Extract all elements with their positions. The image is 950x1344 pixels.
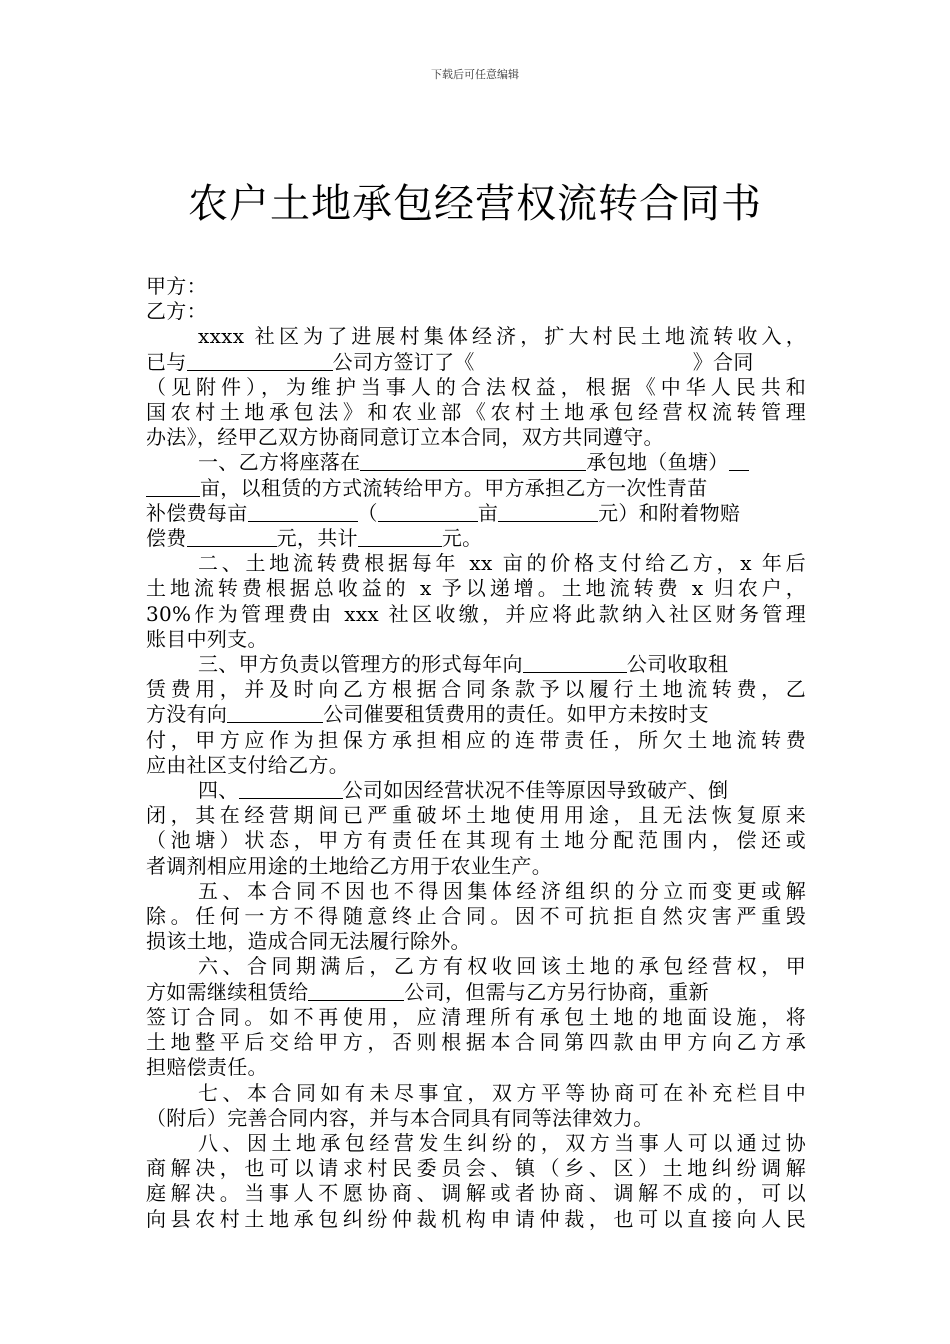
blank-amount-field[interactable] xyxy=(358,528,442,547)
blank-amount-field[interactable] xyxy=(187,528,277,547)
party-a-line: 甲方： xyxy=(146,274,207,298)
text-line: 偿费 元，共计 元。 xyxy=(146,526,483,551)
blank-company-field[interactable] xyxy=(187,352,333,371)
blank-area-field[interactable] xyxy=(146,478,200,497)
text-line: 办法》，经甲乙双方协商同意订立本合同，双方共同遵守。 xyxy=(146,425,664,450)
blank-company-field[interactable] xyxy=(308,982,404,1001)
text-line: 已与 公司方签订了《 》合同 xyxy=(146,349,754,374)
text-line: 八、因土地承包经营发生纠纷的，双方当事人可以通过协 xyxy=(198,1130,806,1155)
blank-company-field[interactable] xyxy=(239,780,343,799)
blank-area-field[interactable] xyxy=(729,452,749,471)
text-line: 签订合同。如不再使用，应清理所有承包土地的地面设施，将 xyxy=(146,1004,806,1029)
text-line: 二、土地流转费根据每年 xx 亩的价格支付给乙方，x 年后 xyxy=(198,551,806,576)
blank-amount-field[interactable] xyxy=(378,503,478,522)
blank-amount-field[interactable] xyxy=(248,503,358,522)
blank-company-field[interactable] xyxy=(523,654,627,673)
text-line: 向县农村土地承包纠纷仲裁机构申请仲裁，也可以直接向人民 xyxy=(146,1206,806,1231)
blank-company-field[interactable] xyxy=(227,704,323,723)
text-line: 方没有向 公司催要租赁费用的责任。如甲方未按时支 xyxy=(146,702,709,727)
document-title: 农户土地承包经营权流转合同书 xyxy=(188,181,762,227)
text-line: 三、甲方负责以管理方的形式每年向 公司收取租 xyxy=(198,652,729,677)
text-line: 五、本合同不因也不得因集体经济组织的分立而变更或解 xyxy=(198,878,806,903)
text-line: xxxx 社区为了进展村集体经济，扩大村民土地流转收入， xyxy=(198,324,806,349)
party-b-line: 乙方： xyxy=(146,299,207,324)
text-line: 庭解决。当事人不愿协商、调解或者协商、调解不成的，可以 xyxy=(146,1181,806,1206)
text-line: 一、乙方将座落在 承包地（鱼塘） xyxy=(146,450,806,475)
text-line: 国农村土地承包法》和农业部《农村土地承包经营权流转管理 xyxy=(146,400,806,425)
text-line: 30%作为管理费由 xxx 社区收缴，并应将此款纳入社区财务管理 xyxy=(146,601,806,626)
contract-body xyxy=(146,274,806,1232)
text-line: 商解决，也可以请求村民委员会、镇（乡、区）土地纠纷调解 xyxy=(146,1156,806,1181)
text-line: 四、 公司如因经营状况不佳等原因导致破产、倒 xyxy=(198,778,729,803)
text-line: 土地整平后交给甲方，否则根据本合同第四款由甲方向乙方承 xyxy=(146,1030,806,1055)
text-line: 赁费用，并及时向乙方根据合同条款予以履行土地流转费，乙 xyxy=(146,677,806,702)
text-line: 担赔偿责任。 xyxy=(146,1055,268,1080)
text-line: （附后）完善合同内容，并与本合同具有同等法律效力。 xyxy=(146,1105,654,1130)
text-line: 六、合同期满后，乙方有权收回该土地的承包经营权，甲 xyxy=(198,954,806,979)
text-line: （见附件），为维护当事人的合法权益，根据《中华人民共和 xyxy=(146,374,806,399)
text-line: 损该土地，造成合同无法履行除外。 xyxy=(146,929,471,954)
page-header: 下载后可任意编辑 xyxy=(431,68,519,81)
text-line: 补偿费每亩 （ 亩 元）和附着物赔 xyxy=(146,500,741,525)
text-line: 闭，其在经营期间已严重破坏土地使用用途，且无法恢复原来 xyxy=(146,803,806,828)
text-line: 应由社区支付给乙方。 xyxy=(146,752,349,777)
blank-location-field[interactable] xyxy=(360,452,586,471)
text-line: 方如需继续租赁给 公司，但需与乙方另行协商，重新 xyxy=(146,979,709,1004)
text-line: 七、本合同如有未尽事宜，双方平等协商可在补充栏目中 xyxy=(198,1080,806,1105)
blank-amount-field[interactable] xyxy=(498,503,598,522)
text-line: 除。任何一方不得随意终止合同。因不可抗拒自然灾害严重毁 xyxy=(146,904,806,929)
text-line: （池塘）状态，甲方有责任在其现有土地分配范围内，偿还或 xyxy=(146,828,806,853)
text-line: 土地流转费根据总收益的 x 予以递增。土地流转费 x 归农户， xyxy=(146,576,806,601)
text-line: 者调剂相应用途的土地给乙方用于农业生产。 xyxy=(146,853,552,878)
text-line: 账目中列支。 xyxy=(146,626,268,651)
text-line: 付，甲方应作为担保方承担相应的连带责任，所欠土地流转费 xyxy=(146,727,806,752)
text-line: 亩，以租赁的方式流转给甲方。甲方承担乙方一次性青苗 xyxy=(146,476,806,501)
